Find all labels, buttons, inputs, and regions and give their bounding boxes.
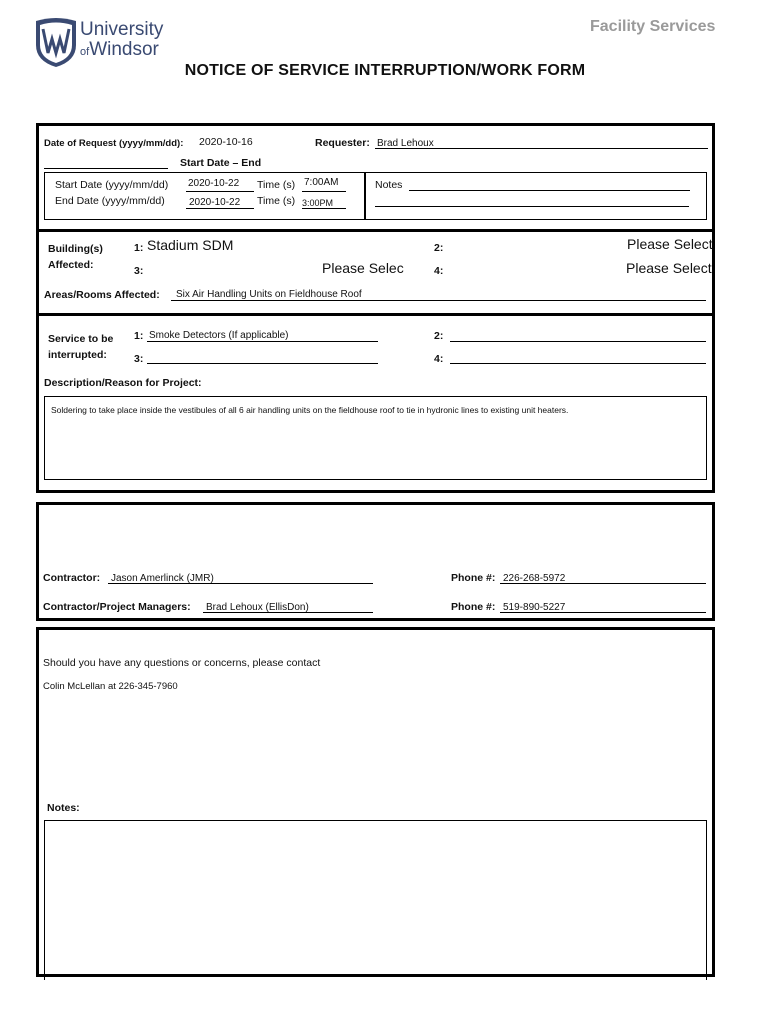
department-name: Facility Services [590,18,716,35]
building-4-num: 4: [434,265,444,277]
contact-text: Colin McLellan at 226-345-7960 [43,681,178,692]
building-1-num: 1: [134,242,144,254]
service-1-line [147,341,378,342]
service-2-line [450,341,706,342]
notes-box[interactable] [44,820,707,980]
start-date-label: Start Date (yyyy/mm/dd) [55,179,169,191]
managers-label: Contractor/Project Managers: [43,601,191,613]
requester-value[interactable]: Brad Lehoux [377,138,434,149]
end-time-value[interactable]: 3:00PM [302,198,334,208]
end-date-label: End Date (yyyy/mm/dd) [55,195,165,207]
contractor-label: Contractor: [43,572,101,584]
phone-1-value[interactable]: 226-268-5972 [503,573,566,584]
shield-icon [36,18,76,67]
start-end-label: Start Date – End [180,157,262,169]
section-rule-1 [36,229,715,232]
service-4-num: 4: [434,353,444,365]
service-1-num: 1: [134,330,144,342]
end-date-value[interactable]: 2020-10-22 [189,197,241,208]
start-date-value[interactable]: 2020-10-22 [188,178,240,189]
requester-label: Requester: [315,137,370,149]
building-2-select[interactable]: Please Select [627,236,713,252]
service-2-num: 2: [434,330,444,342]
section-rule-2 [36,313,715,316]
service-3-num: 3: [134,353,144,365]
blank-line [44,168,168,169]
description-label: Description/Reason for Project: [44,377,202,389]
areas-line [171,300,706,301]
building-1-select[interactable]: Stadium SDM [147,237,234,253]
notes-line-1 [409,190,690,191]
buildings-label: Building(s) Affected: [48,243,103,271]
building-3-num: 3: [134,265,144,277]
notes-heading: Notes: [47,802,80,814]
start-time-value[interactable]: 7:00AM [304,177,339,188]
date-request-label: Date of Request (yyyy/mm/dd): [44,138,184,149]
building-4-select[interactable]: Please Select [626,260,712,276]
description-text: Soldering to take place inside the vestibules of all 6 air handling units on the fieldhouse roof to tie in hydronic lines to existing unit heaters. [51,405,569,415]
service-label: Service to be interrupted: [48,333,114,361]
dates-divider [364,172,366,220]
managers-value[interactable]: Brad Lehoux (EllisDon) [206,602,309,613]
date-request-value[interactable]: 2020-10-16 [199,136,253,148]
end-time-label: Time (s) [257,195,296,207]
phone-2-value[interactable]: 519-890-5227 [503,602,566,613]
end-time-line [302,208,346,209]
end-date-line [186,208,254,209]
areas-label: Areas/Rooms Affected: [44,289,160,301]
university-name: University [80,19,164,40]
form-title: NOTICE OF SERVICE INTERRUPTION/WORK FORM [184,62,586,79]
service-4-line [450,363,706,364]
question-text: Should you have any questions or concerns, please contact [43,657,321,669]
start-time-label: Time (s) [257,179,296,191]
notes-line-2 [375,206,689,207]
phone-1-label: Phone #: [451,572,496,584]
building-3-select[interactable]: Please Selec [322,260,404,276]
contractor-value[interactable]: Jason Amerlinck (JMR) [111,573,214,584]
service-3-line [147,363,378,364]
phone-2-label: Phone #: [451,601,496,613]
university-name-line2: ofWindsor [80,39,159,60]
notes-label: Notes [375,179,403,191]
areas-value[interactable]: Six Air Handling Units on Fieldhouse Roof [176,289,362,300]
start-date-line [186,191,254,192]
building-2-num: 2: [434,242,444,254]
start-time-line [302,191,346,192]
service-1-value[interactable]: Smoke Detectors (If applicable) [149,330,289,341]
